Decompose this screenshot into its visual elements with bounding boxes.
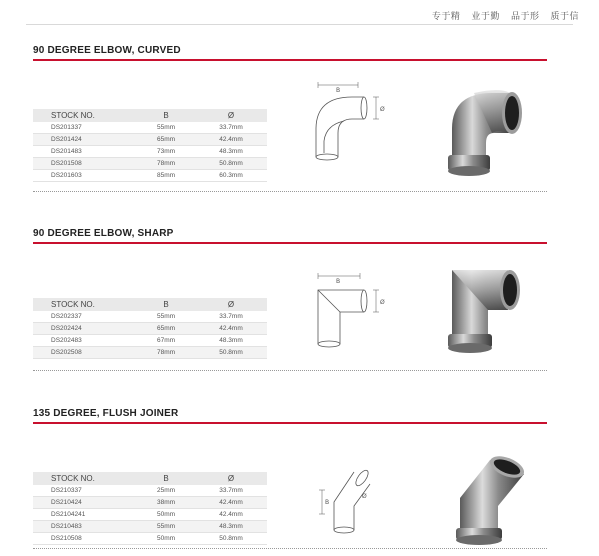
table-header-row (33, 109, 267, 122)
table-row (33, 122, 267, 134)
stock-cell: DS202337 (33, 311, 137, 323)
column-header-b: B (137, 109, 195, 122)
diameter-cell: 33.7mm (195, 311, 267, 323)
diameter-cell: 33.7mm (195, 122, 267, 134)
b-cell: 65mm (137, 134, 195, 146)
table-row (33, 158, 267, 170)
column-header-diameter: Ø (195, 109, 267, 122)
stock-cell: DS202424 (33, 323, 137, 335)
b-cell: 55mm (137, 122, 195, 134)
diameter-cell: 42.4mm (195, 134, 267, 146)
diameter-cell: 48.3mm (195, 335, 267, 347)
table-row (33, 347, 267, 359)
section-sharp-elbow (0, 228, 599, 378)
column-header-diameter: Ø (195, 472, 267, 485)
curved-elbow-photo-icon (430, 83, 540, 183)
b-cell: 78mm (137, 347, 195, 359)
stock-cell: DS201424 (33, 134, 137, 146)
b-cell: 50mm (137, 509, 195, 521)
slogan-part-1: 专于精 (431, 11, 461, 21)
column-header-b: B (137, 472, 195, 485)
stock-cell: DS201483 (33, 146, 137, 158)
diameter-cell: 48.3mm (195, 521, 267, 533)
diameter-cell: 60.3mm (195, 170, 267, 182)
section-title: 135 DEGREE, FLUSH JOINER (33, 408, 179, 419)
slogan-part-4: 质于信 (550, 11, 579, 21)
stock-cell: DS201337 (33, 122, 137, 134)
section-curved-elbow (0, 45, 599, 195)
curved-elbow-drawing-icon (296, 81, 388, 171)
b-cell: 50mm (137, 533, 195, 545)
b-cell: 67mm (137, 335, 195, 347)
sketch-label-diameter: Ø (362, 493, 367, 500)
table-row (33, 533, 267, 545)
section-divider (33, 548, 547, 549)
stock-cell: DS210424 (33, 497, 137, 509)
section-divider (33, 191, 547, 192)
header-slogan (424, 9, 579, 22)
b-cell: 55mm (137, 521, 195, 533)
section-divider (33, 370, 547, 371)
table-row (33, 335, 267, 347)
section-title: 90 DEGREE ELBOW, SHARP (33, 228, 174, 239)
stock-cell: DS201603 (33, 170, 137, 182)
table-row (33, 485, 267, 497)
stock-cell: DS210483 (33, 521, 137, 533)
diameter-cell: 48.3mm (195, 146, 267, 158)
diameter-cell: 42.4mm (195, 509, 267, 521)
diameter-cell: 50.8mm (195, 158, 267, 170)
b-cell: 25mm (137, 485, 195, 497)
sketch-label-b: B (336, 278, 341, 285)
diameter-cell: 50.8mm (195, 347, 267, 359)
diameter-cell: 42.4mm (195, 323, 267, 335)
stock-cell: DS210508 (33, 533, 137, 545)
b-cell: 65mm (137, 323, 195, 335)
stock-cell: DS2104241 (33, 509, 137, 521)
sketch-label-b: B (325, 499, 330, 506)
table-row (33, 323, 267, 335)
sharp-elbow-photo-icon (434, 262, 544, 358)
b-cell: 38mm (137, 497, 195, 509)
diameter-cell: 33.7mm (195, 485, 267, 497)
stock-cell: DS202483 (33, 335, 137, 347)
table-row (33, 146, 267, 158)
sketch-label-b: B (336, 87, 341, 94)
column-header-stock: STOCK NO. (33, 109, 137, 122)
stock-cell: DS201508 (33, 158, 137, 170)
table-row (33, 497, 267, 509)
diameter-cell: 42.4mm (195, 497, 267, 509)
section-title: 90 DEGREE ELBOW, CURVED (33, 45, 181, 56)
column-header-b: B (137, 298, 195, 311)
slogan-part-2: 业于勤 (471, 11, 500, 21)
stock-cell: DS210337 (33, 485, 137, 497)
flush-joiner-drawing-icon (316, 458, 376, 538)
b-cell: 85mm (137, 170, 195, 182)
column-header-stock: STOCK NO. (33, 298, 137, 311)
flush-joiner-photo-icon (446, 452, 536, 548)
b-cell: 55mm (137, 311, 195, 323)
spec-table (33, 472, 267, 545)
column-header-diameter: Ø (195, 298, 267, 311)
spec-table (33, 109, 267, 182)
slogan-part-3: 品于形 (510, 11, 540, 21)
header-divider (26, 24, 573, 25)
b-cell: 78mm (137, 158, 195, 170)
table-header-row (33, 472, 267, 485)
table-row (33, 311, 267, 323)
spec-table (33, 298, 267, 359)
section-flush-joiner (0, 408, 599, 556)
table-row (33, 521, 267, 533)
table-row (33, 170, 267, 182)
sketch-label-diameter: Ø (380, 106, 385, 113)
b-cell: 73mm (137, 146, 195, 158)
stock-cell: DS202508 (33, 347, 137, 359)
section-red-rule (33, 59, 547, 61)
table-header-row (33, 298, 267, 311)
column-header-stock: STOCK NO. (33, 472, 137, 485)
section-red-rule (33, 422, 547, 424)
section-red-rule (33, 242, 547, 244)
table-row (33, 509, 267, 521)
table-row (33, 134, 267, 146)
sketch-label-diameter: Ø (380, 299, 385, 306)
sharp-elbow-drawing-icon (298, 272, 390, 356)
diameter-cell: 50.8mm (195, 533, 267, 545)
